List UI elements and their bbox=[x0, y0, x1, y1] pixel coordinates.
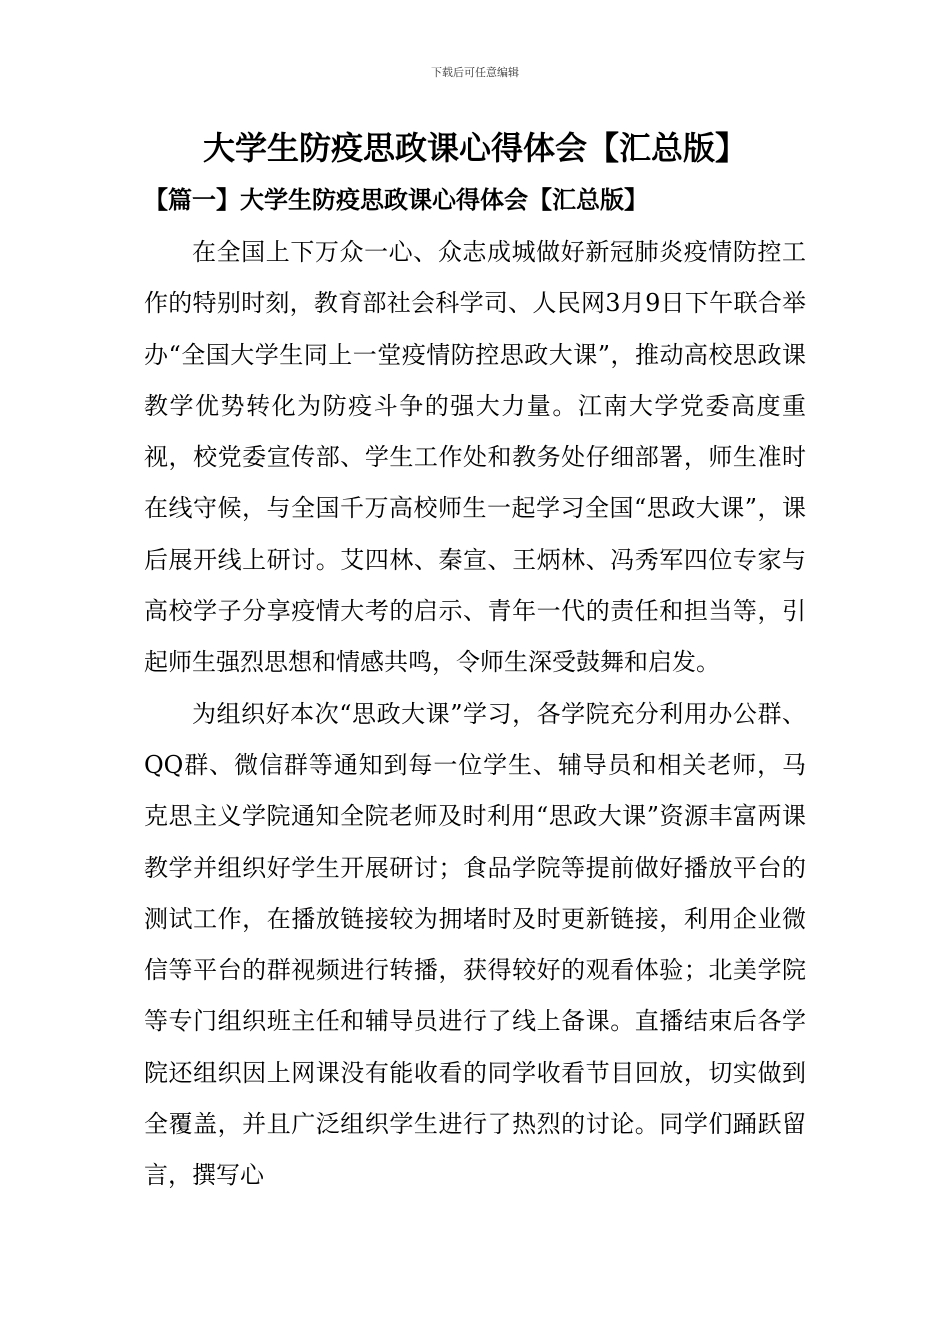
header-note: 下载后可任意编辑 bbox=[431, 66, 519, 79]
document-title: 大学生防疫思政课心得体会【汇总版】 bbox=[202, 129, 747, 167]
section-heading: 【篇一】大学生防疫思政课心得体会【汇总版】 bbox=[144, 185, 648, 214]
paragraph-2: 为组织好本次“思政大课”学习，各学院充分利用办公群、QQ群、微信群等通知到每一位学生、辅导员和相关老师，马克思主义学院通知全院老师及时利用“思政大课”资源丰富两课教学并组织好学生开展研讨；食品学院等提前做好播放平台的测试工作，在播放链接较为拥堵时及时更新链接，利用企业微信等平台的群视频进行转播，获得较好的观看体验；北美学院等专门组织班主任和辅导员进行了线上备课。直播结束后各学院还组织因上网课没有能收看的同学收看节目回放，切实做到全覆盖，并且广泛组织学生进行了热烈的讨论。同学们踊跃留言，撰写心 bbox=[144, 699, 806, 1190]
document-body bbox=[144, 227, 806, 1202]
paragraph-1: 在全国上下万众一心、众志成城做好新冠肺炎疫情防控工作的特别时刻，教育部社会科学司、人民网3月9日下午联合举办“全国大学生同上一堂疫情防控思政大课”，推动高校思政课教学优势转化为防疫斗争的强大力量。江南大学党委高度重视，校党委宣传部、学生工作处和教务处仔细部署，师生准时在线守候，与全国千万高校师生一起学习全国“思政大课”，课后展开线上研讨。艾四林、秦宣、王炳林、冯秀军四位专家与高校学子分享疫情大考的启示、青年一代的责任和担当等，引起师生强烈思想和情感共鸣，令师生深受鼓舞和启发。 bbox=[144, 238, 806, 677]
